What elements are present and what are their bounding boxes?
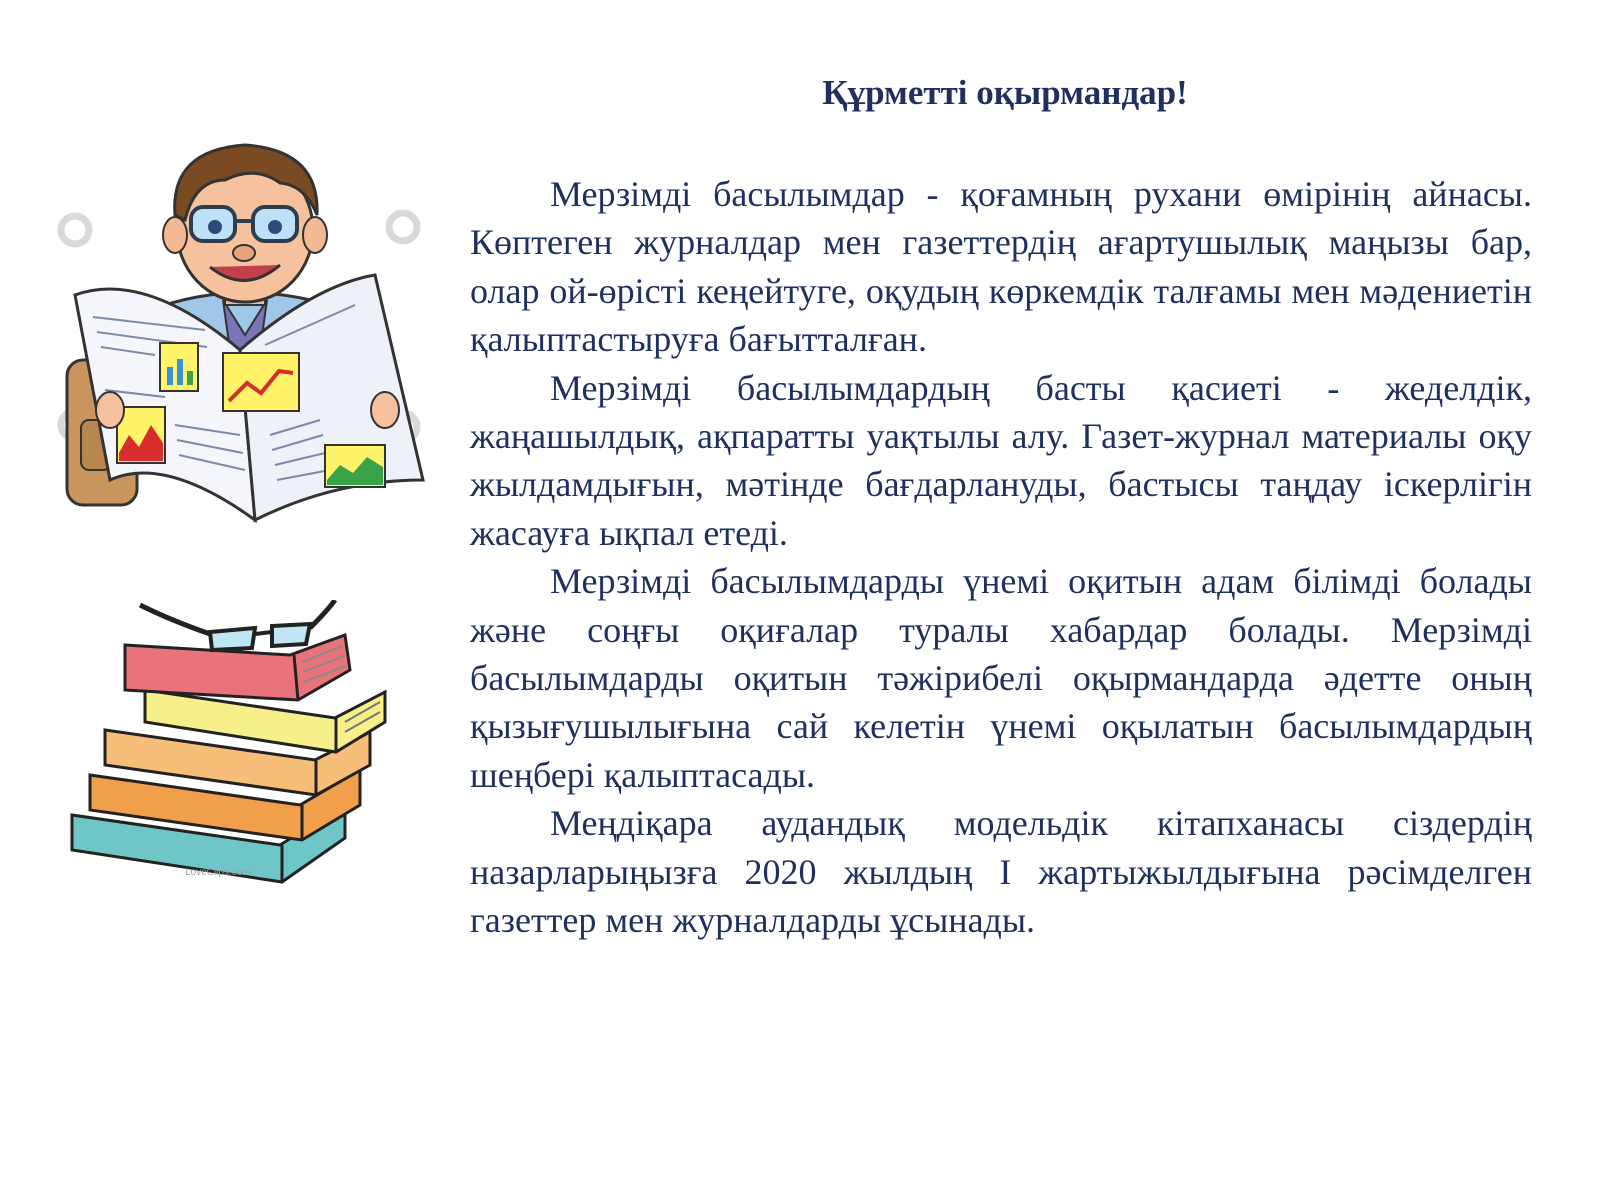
paragraph: Меңдіқара аудандық модельдік кітапханасы сіздердің назарларыңызға 2020 жылдың І жартыжылдығына рәсімделген газеттер мен журналдарды ұсынады. (470, 803, 1532, 941)
newspaper-reader-icon (55, 135, 440, 545)
book-stack-icon (60, 600, 400, 910)
paragraph: Мерзімді басылымдарды үнемі оқитын адам білімді болады және соңғы оқиғалар туралы хабардар болады. Мерзімді басылымдарды оқитын тәжірибелі оқырмандарда әдетте оның қызығушылығына сай келетін үнемі оқылатын басылымдардың шеңбері қалыптасады. (470, 561, 1532, 795)
body-text (470, 170, 1532, 945)
page-title: Құрметті оқырмандар! (822, 73, 1188, 112)
paragraph: Мерзімді басылымдардың басты қасиеті - жеделдік, жаңашылдық, ақпаратты уақтылы алу. Газет-журнал материалы оқу жылдамдығын, мәтінде бағдарлануды, бастысы таңдау іскерлігін жасауға ықпал етеді. (470, 367, 1532, 553)
paragraph: Мерзімді басылымдар - қоғамның рухани өмірінің айнасы. Көптеген журналдар мен газеттердің ағартушылық маңызы бар, олар ой-өрісті кеңейтуге, оқудың көркемдік талғамы мен мәдениетін қалыптастыруға бағытталған. (470, 174, 1532, 360)
image-watermark: LoveClips.com (185, 867, 251, 878)
